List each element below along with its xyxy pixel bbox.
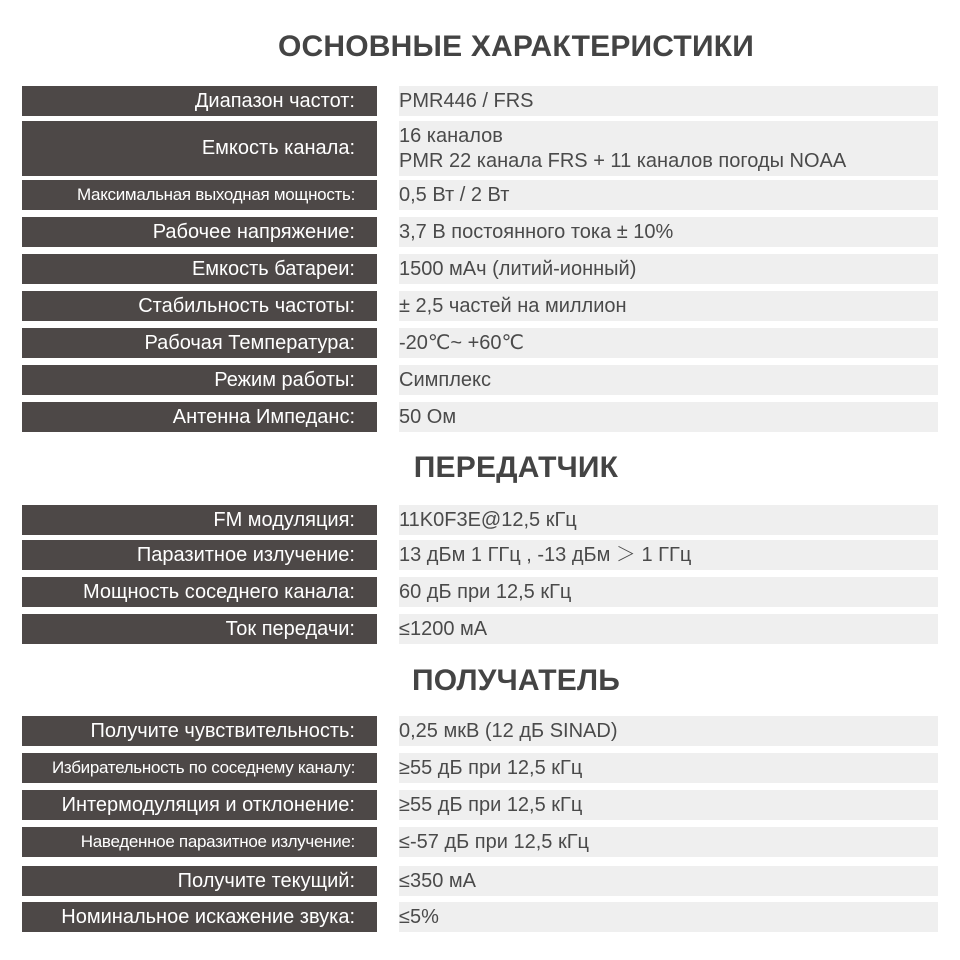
spec-label: Рабочее напряжение:: [22, 217, 377, 247]
spec-value: [399, 790, 938, 820]
spec-value-line: PMR446 / FRS: [399, 89, 534, 112]
spec-value: [399, 217, 938, 247]
spec-value: [399, 827, 938, 857]
spec-label: Антенна Импеданс:: [22, 402, 377, 432]
spec-row: [22, 86, 938, 116]
spec-row: [22, 753, 938, 783]
spec-row: [22, 291, 938, 321]
spec-value: [399, 365, 938, 395]
spec-row: [22, 505, 938, 535]
spec-value-line: ± 2,5 частей на миллион: [399, 294, 627, 317]
spec-value: [399, 328, 938, 358]
spec-row: [22, 790, 938, 820]
spec-value: [399, 866, 938, 896]
spec-label: Паразитное излучение:: [22, 540, 377, 570]
spec-value-line: 11K0F3E@12,5 кГц: [399, 508, 577, 531]
spec-value-line: ≤350 мА: [399, 869, 476, 892]
spec-row: [22, 716, 938, 746]
spec-label: Получите чувствительность:: [22, 716, 377, 746]
spec-label: Максимальная выходная мощность:: [22, 180, 377, 210]
spec-value: [399, 402, 938, 432]
spec-value-line: 16 каналов: [399, 124, 503, 147]
spec-row: [22, 402, 938, 432]
spec-row: [22, 180, 938, 210]
spec-label: Диапазон частот:: [22, 86, 377, 116]
spec-value-line: 60 дБ при 12,5 кГц: [399, 580, 572, 603]
spec-value-line: ≥55 дБ при 12,5 кГц: [399, 793, 583, 816]
spec-value: [399, 753, 938, 783]
section-title: ОСНОВНЫЕ ХАРАКТЕРИСТИКИ: [277, 30, 754, 63]
spec-label: Стабильность частоты:: [22, 291, 377, 321]
spec-row: [22, 254, 938, 284]
spec-value: [399, 254, 938, 284]
section-title: ПОЛУЧАТЕЛЬ: [411, 664, 621, 697]
spec-value-line: ≤-57 дБ при 12,5 кГц: [399, 830, 589, 853]
spec-label: Режим работы:: [22, 365, 377, 395]
spec-value: [399, 716, 938, 746]
spec-value: [399, 121, 938, 176]
spec-value-line: ≥55 дБ при 12,5 кГц: [399, 756, 583, 779]
spec-value-line: 13 дБм 1 ГГц , -13 дБм ＞ 1 ГГц: [399, 543, 692, 566]
spec-value-line: 3,7 В постоянного тока ± 10%: [399, 220, 674, 243]
spec-value: [399, 505, 938, 535]
spec-row: [22, 121, 938, 176]
spec-value-line: Симплекс: [399, 368, 491, 391]
spec-row: [22, 827, 938, 857]
spec-label: FM модуляция:: [22, 505, 377, 535]
spec-row: [22, 328, 938, 358]
section-title: ПЕРЕДАТЧИК: [413, 451, 619, 484]
spec-value-line: PMR 22 канала FRS + 11 каналов погоды NOAA: [399, 149, 847, 172]
spec-row: [22, 577, 938, 607]
spec-label: Мощность соседнего канала:: [22, 577, 377, 607]
spec-row: [22, 540, 938, 570]
spec-row: [22, 365, 938, 395]
spec-label: Избирательность по соседнему каналу:: [22, 753, 377, 783]
spec-value: [399, 540, 938, 570]
spec-value: [399, 577, 938, 607]
spec-label: Получите текущий:: [22, 866, 377, 896]
spec-value-line: 0,25 мкВ (12 дБ SINAD): [399, 719, 618, 742]
spec-value-line: 50 Ом: [399, 405, 457, 428]
spec-label: Номинальное искажение звука:: [22, 902, 377, 932]
spec-value-line: -20℃~ +60℃: [399, 331, 524, 354]
spec-value-line: ≤5%: [399, 905, 439, 928]
spec-label: Рабочая Температура:: [22, 328, 377, 358]
spec-label: Емкость батареи:: [22, 254, 377, 284]
spec-label: Интермодуляция и отклонение:: [22, 790, 377, 820]
spec-row: [22, 902, 938, 932]
spec-label: Наведенное паразитное излучение:: [22, 827, 377, 857]
spec-value-line: ≤1200 мА: [399, 617, 488, 640]
spec-value: [399, 614, 938, 644]
spec-label: Ток передачи:: [22, 614, 377, 644]
spec-row: [22, 217, 938, 247]
spec-value-line: 1500 мАч (литий-ионный): [399, 257, 637, 280]
spec-value: [399, 291, 938, 321]
spec-label: Емкость канала:: [22, 121, 377, 176]
spec-value: [399, 86, 938, 116]
spec-row: [22, 614, 938, 644]
spec-value-line: 0,5 Вт / 2 Вт: [399, 183, 510, 206]
spec-value: [399, 902, 938, 932]
spec-row: [22, 866, 938, 896]
spec-value: [399, 180, 938, 210]
